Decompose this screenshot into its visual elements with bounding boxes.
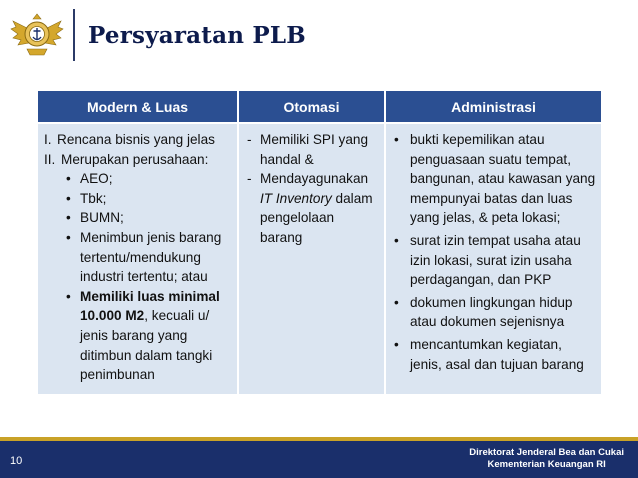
- table-header-row: [38, 91, 601, 123]
- list-item: • dokumen lingkungan hidup atau dokumen sejenisnya: [394, 294, 573, 330]
- list-item: - Memiliki SPI yang handal &: [247, 132, 369, 167]
- cell-administrasi: [385, 123, 601, 394]
- bea-cukai-emblem: [9, 7, 65, 63]
- list-item: • bukti kepemilikan atau penguasaan suatu tempat, bangunan, atau kawasan yang mempunyai batas dan luas yang jelas, & peta lokasi;: [394, 132, 596, 226]
- cell-modern-luas: [38, 123, 238, 394]
- list-item: • Memiliki luas minimal 10.000 M2, kecuali u/ jenis barang yang ditimbun dalam tangki penimbunan: [66, 288, 220, 383]
- page-title: Persyaratan PLB: [88, 22, 306, 49]
- list-item: II. Merupakan perusahaan:: [44, 151, 209, 167]
- list-item: • mencantumkan kegiatan, jenis, asal dan tujuan barang: [394, 336, 584, 372]
- emblem-base: [27, 49, 47, 55]
- slide-number: 10: [10, 455, 23, 467]
- header-otomasi: Otomasi: [238, 91, 385, 123]
- list-item: I. Rencana bisnis yang jelas: [44, 132, 215, 147]
- list-item: • Menimbun jenis barang tertentu/mendukung industri tertentu; atau: [66, 229, 222, 285]
- title-divider: [73, 9, 75, 61]
- list-item: • BUMN;: [66, 210, 124, 226]
- header-administrasi: Administrasi: [385, 91, 601, 123]
- requirements-table: [38, 91, 601, 394]
- list-item: • AEO;: [66, 171, 113, 187]
- footer-org-line1: Direktorat Jenderal Bea dan Cukai: [469, 447, 624, 458]
- list-item: • Tbk;: [66, 190, 107, 206]
- cell-otomasi: [238, 123, 385, 394]
- footer-org-line2: Kementerian Keuangan RI: [487, 459, 606, 470]
- list-item: - Mendayagunakan IT Inventory dalam pengelolaan barang: [247, 171, 373, 245]
- footer-organization: [469, 447, 624, 471]
- list-item: • surat izin tempat usaha atau izin lokasi, surat izin usaha perdagangan, dan PKP: [394, 232, 581, 288]
- table-row: [38, 123, 601, 394]
- header-modern-luas: Modern & Luas: [38, 91, 238, 123]
